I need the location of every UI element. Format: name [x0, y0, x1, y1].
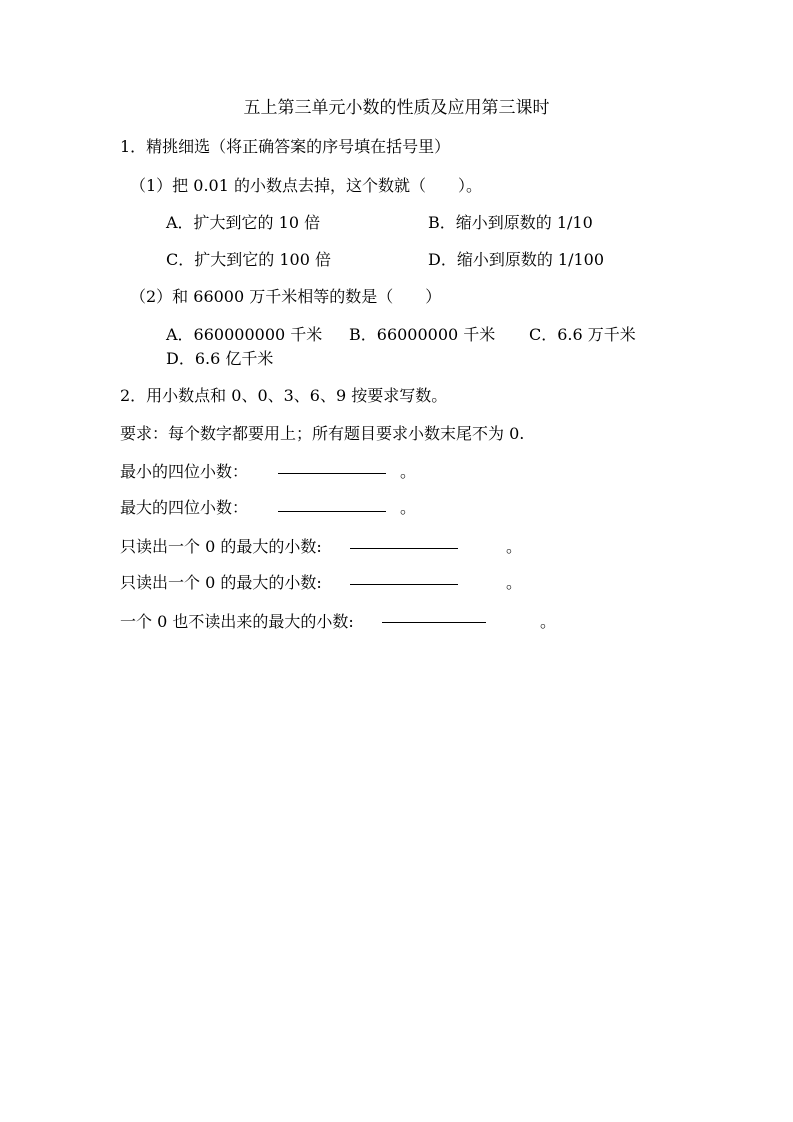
fill-item-end: 。: [506, 537, 523, 556]
q2-stem: （2）和 66000 万千米相等的数是（ ）: [130, 287, 442, 306]
q2-option-a: A．660000000 千米: [166, 325, 323, 344]
q1-option-a: A．扩大到它的 10 倍: [166, 213, 321, 232]
answer-blank[interactable]: [350, 548, 458, 549]
answer-blank[interactable]: [278, 473, 386, 474]
q1-option-c: C．扩大到它的 100 倍: [166, 250, 331, 269]
answer-blank[interactable]: [382, 622, 486, 623]
section2-requirement: 要求：每个数字都要用上；所有题目要求小数末尾不为 0.: [120, 424, 525, 443]
fill-item-label: 最大的四位小数：: [120, 498, 249, 517]
answer-blank[interactable]: [350, 584, 458, 585]
fill-item-label: 只读出一个 0 的最大的小数:: [120, 573, 322, 592]
fill-item-label: 最小的四位小数：: [120, 462, 249, 481]
q1-stem: （1）把 0.01 的小数点去掉，这个数就（ ）。: [130, 176, 482, 195]
fill-item-end: 。: [400, 462, 417, 481]
section1-heading: 1．精挑细选（将正确答案的序号填在括号里）: [120, 137, 451, 156]
q2-option-c: C．6.6 万千米: [529, 325, 636, 344]
q2-option-b: B．66000000 千米: [349, 325, 496, 344]
q1-option-b: B．缩小到原数的 1/10: [428, 213, 593, 232]
fill-item-label: 一个 0 也不读出来的最大的小数:: [120, 612, 354, 631]
fill-item-label: 只读出一个 0 的最大的小数:: [120, 537, 322, 556]
fill-item-end: 。: [400, 498, 417, 517]
section2-heading: 2．用小数点和 0、0、3、6、9 按要求写数。: [120, 386, 448, 405]
q1-option-d: D．缩小到原数的 1/100: [428, 250, 605, 269]
fill-item-end: 。: [506, 573, 523, 592]
fill-item-end: 。: [540, 612, 557, 631]
page-title: 五上第三单元小数的性质及应用第三课时: [243, 98, 550, 118]
q2-option-d: D．6.6 亿千米: [166, 349, 274, 368]
answer-blank[interactable]: [278, 511, 386, 512]
